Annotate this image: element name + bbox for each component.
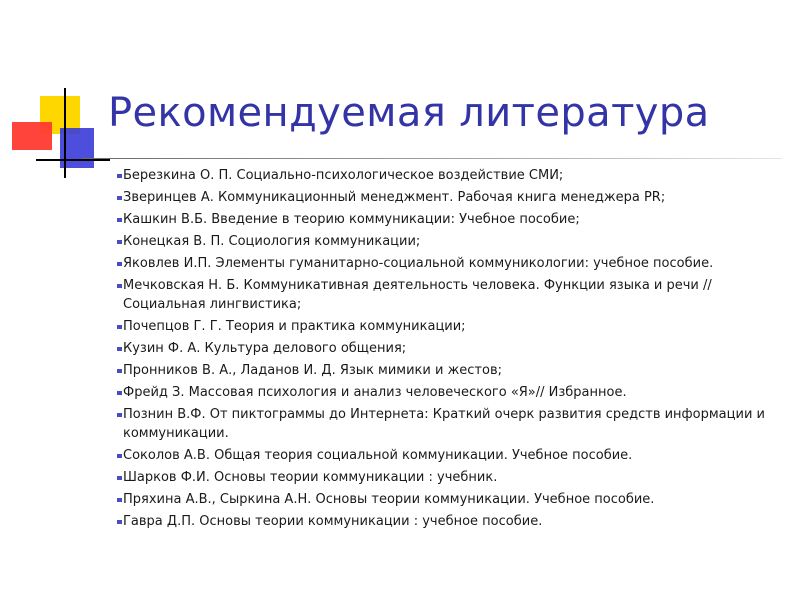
slide-title: Рекомендуемая литература: [108, 90, 710, 136]
list-item: [96, 210, 776, 229]
vertical-line-decoration: [64, 88, 66, 178]
list-item: [96, 446, 776, 465]
list-item: [96, 468, 776, 487]
red-square-decoration: [12, 122, 52, 150]
reference-text: Почепцов Г. Г. Теория и практика коммуникации;: [123, 319, 466, 334]
list-item: [96, 361, 776, 380]
bullet-icon: [117, 218, 122, 222]
reference-text: Мечковская Н. Б. Коммуникативная деятельность человека. Функции языка и речи // Социальная лингвистика;: [123, 278, 712, 312]
title-underline: [82, 158, 782, 159]
bullet-icon: [117, 498, 122, 502]
reference-text: Яковлев И.П. Элементы гуманитарно-социальной коммуникологии: учебное пособие.: [123, 256, 714, 271]
reference-text: Шарков Ф.И. Основы теории коммуникации : учебник.: [123, 470, 498, 485]
reference-text: Кузин Ф. А. Культура делового общения;: [123, 341, 407, 356]
bullet-icon: [117, 454, 122, 458]
bullet-icon: [117, 240, 122, 244]
bullet-icon: [117, 413, 122, 417]
list-item: [96, 490, 776, 509]
list-item: [96, 276, 776, 314]
list-item: [96, 317, 776, 336]
list-item: [96, 232, 776, 251]
bullet-icon: [117, 369, 122, 373]
reference-text: Кашкин В.Б. Введение в теорию коммуникации: Учебное пособие;: [123, 212, 580, 227]
reference-text: Березкина О. П. Социально-психологическое воздействие СМИ;: [123, 168, 564, 183]
bullet-icon: [117, 476, 122, 480]
list-item: [96, 512, 776, 531]
list-item: [96, 166, 776, 185]
bullet-icon: [117, 347, 122, 351]
bullet-icon: [117, 284, 122, 288]
bullet-icon: [117, 325, 122, 329]
reference-text: Фрейд З. Массовая психология и анализ человеческого «Я»// Избранное.: [123, 385, 627, 400]
list-item: [96, 405, 776, 443]
reference-text: Соколов А.В. Общая теория социальной коммуникации. Учебное пособие.: [123, 448, 633, 463]
bullet-icon: [117, 196, 122, 200]
bullet-icon: [117, 520, 122, 524]
reference-text: Пряхина А.В., Сыркина А.Н. Основы теории коммуникации. Учебное пособие.: [123, 492, 655, 507]
bullet-icon: [117, 174, 122, 178]
list-item: [96, 383, 776, 402]
reference-list: [96, 166, 776, 534]
reference-text: Гавра Д.П. Основы теории коммуникации : учебное пособие.: [123, 514, 543, 529]
list-item: [96, 254, 776, 273]
horizontal-line-decoration: [36, 159, 110, 161]
reference-text: Познин В.Ф. От пиктограммы до Интернета: Краткий очерк развития средств информации и коммуникации.: [123, 407, 765, 441]
reference-text: Пронников В. А., Ладанов И. Д. Язык мимики и жестов;: [123, 363, 502, 378]
bullet-icon: [117, 262, 122, 266]
reference-text: Зверинцев А. Коммуникационный менеджмент. Рабочая книга менеджера PR;: [123, 190, 666, 205]
list-item: [96, 188, 776, 207]
reference-text: Конецкая В. П. Социология коммуникации;: [123, 234, 421, 249]
bullet-icon: [117, 391, 122, 395]
list-item: [96, 339, 776, 358]
